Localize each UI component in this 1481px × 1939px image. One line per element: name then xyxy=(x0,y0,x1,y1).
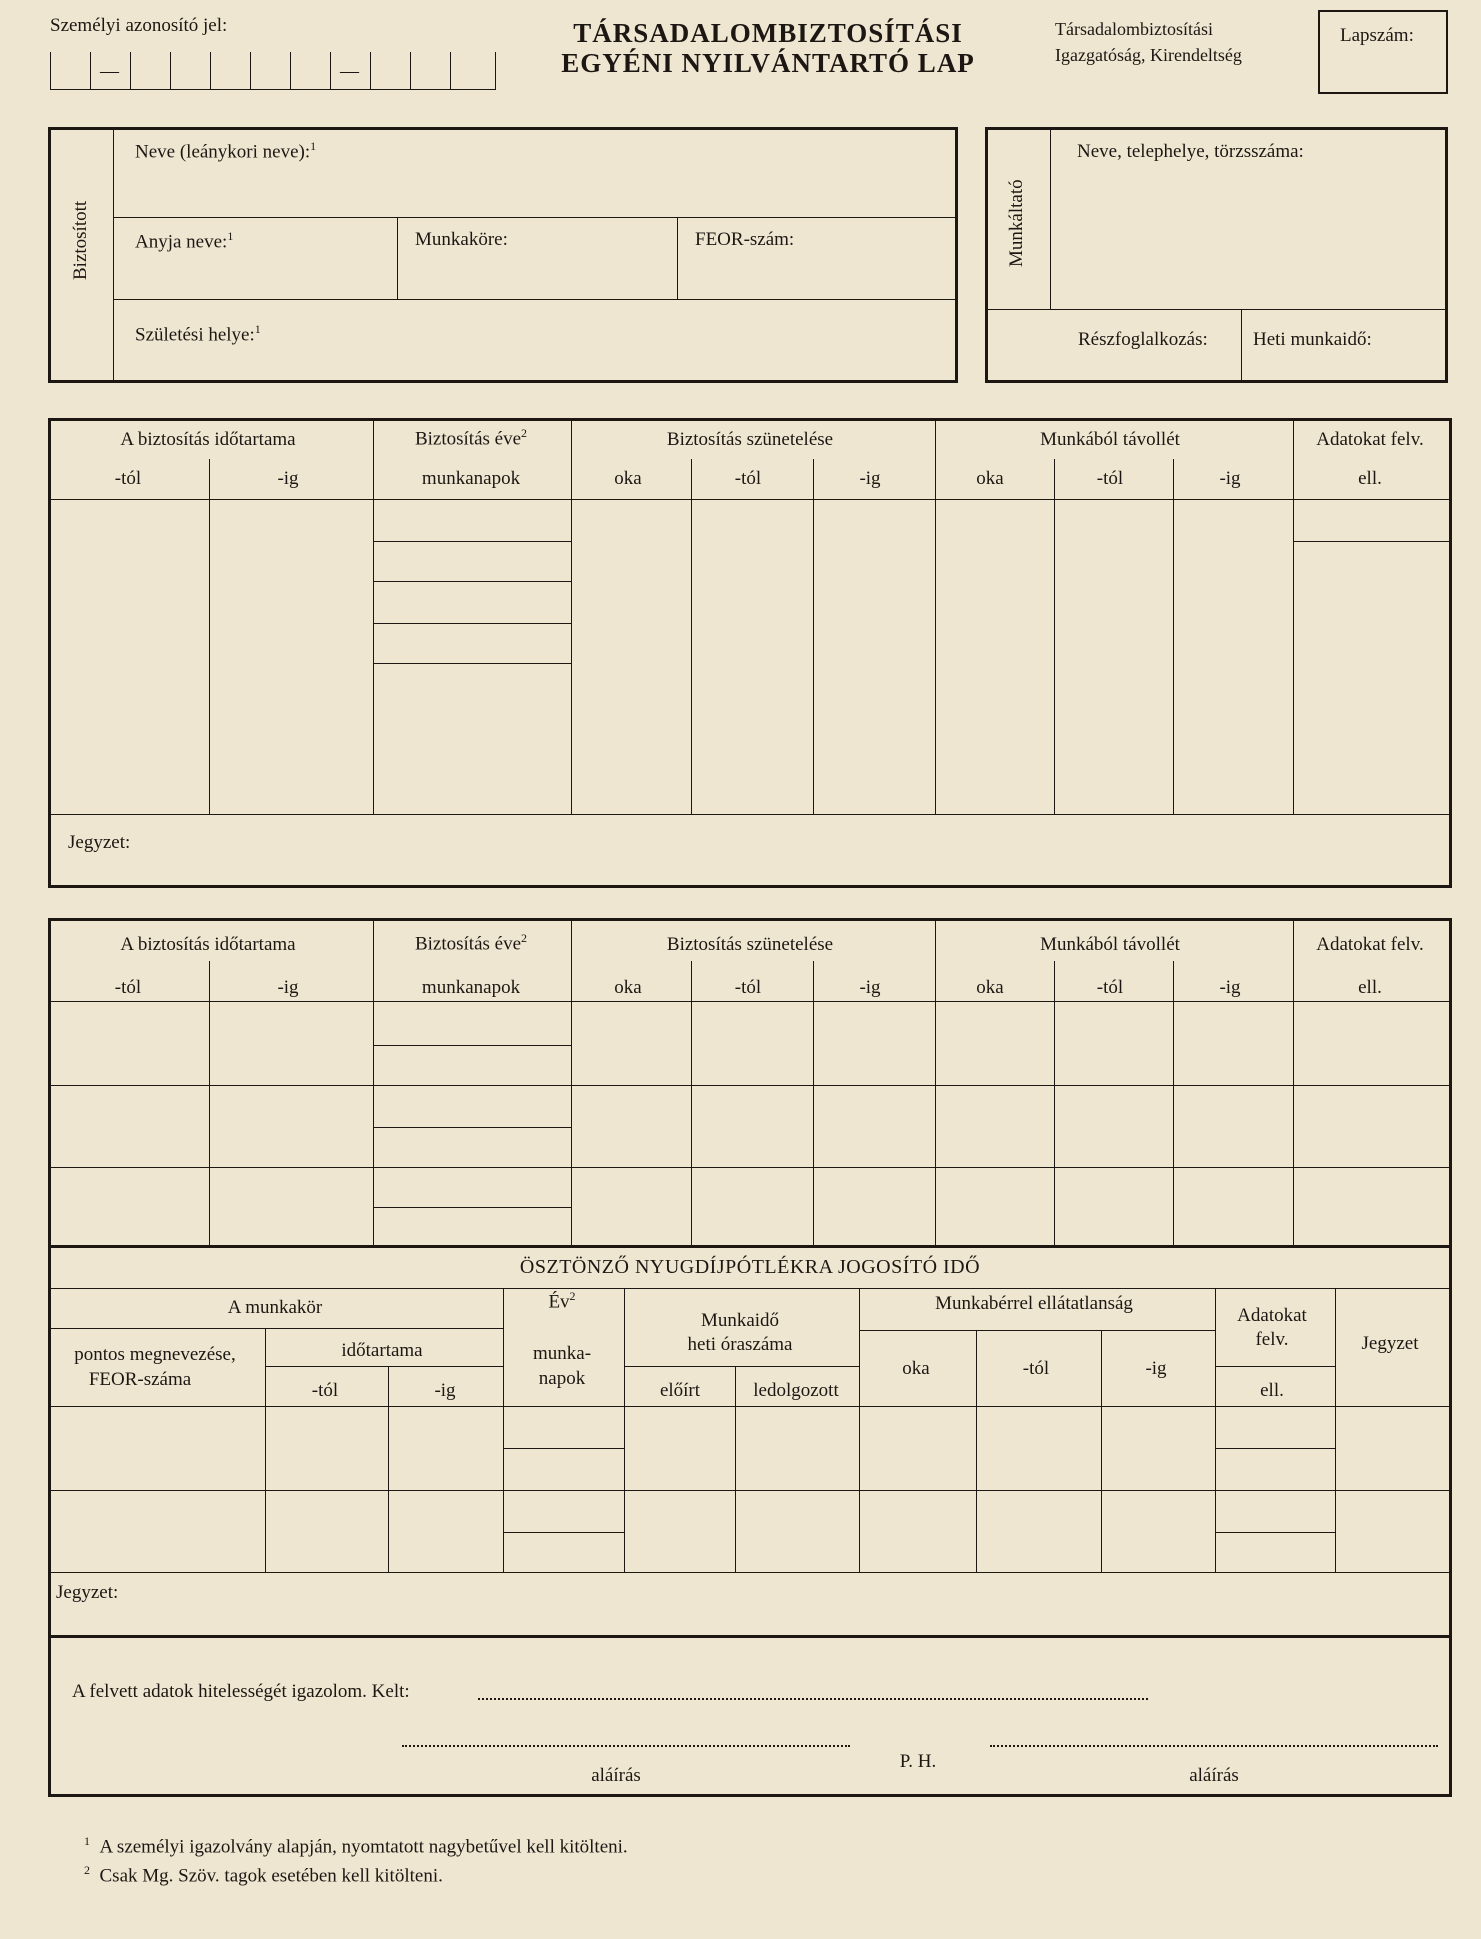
name-field[interactable] xyxy=(135,170,939,202)
mother-name-label: Anyja neve:$^1$ xyxy=(135,229,234,253)
t1-absence-header: Munkából távollét xyxy=(1040,429,1180,450)
mother-name-field[interactable] xyxy=(135,258,389,288)
pension-workdays-2: napok xyxy=(538,1368,586,1389)
pension-job-header: A munkakör xyxy=(227,1297,323,1318)
t2-susp-from: -tól xyxy=(734,977,762,998)
t1-susp-to: -ig xyxy=(859,468,881,489)
pension-data-1: Adatokat xyxy=(1237,1305,1307,1326)
org-line2: Igazgatóság, Kirendeltség xyxy=(1055,45,1242,65)
form-title-line1: TÁRSADALOMBIZTOSÍTÁSI xyxy=(573,18,963,48)
insured-section-label: Biztosított xyxy=(70,200,91,280)
t1-susp-reason: oka xyxy=(614,468,642,489)
id-dash: — xyxy=(100,61,119,82)
t1-workdays: munkanapok xyxy=(421,468,521,489)
t2-to: -ig xyxy=(277,977,299,998)
page-number-box[interactable] xyxy=(1318,10,1448,94)
id-label: Személyi azonosító jel: xyxy=(50,15,228,36)
pension-reason: oka xyxy=(902,1358,930,1379)
pension-worked: ledolgozott xyxy=(753,1380,839,1401)
pension-unsupplied: Munkabérrel ellátatlanság xyxy=(935,1293,1133,1314)
name-label: Neve (leánykori neve):$^1$ xyxy=(135,139,317,163)
feor-field[interactable] xyxy=(695,258,949,288)
job-label: Munkaköre: xyxy=(415,229,508,250)
t2-abs-to: -ig xyxy=(1219,977,1241,998)
org-line1: Társadalombiztosítási xyxy=(1055,19,1213,39)
t1-checked: ell. xyxy=(1358,468,1382,489)
footnote-2: $^2$ Csak Mg. Szöv. tagok esetében kell kitölteni. xyxy=(84,1863,443,1887)
t2-workdays: munkanapok xyxy=(421,977,521,998)
t1-abs-from: -tól xyxy=(1096,468,1124,489)
employer-section-label: Munkáltató xyxy=(1006,179,1027,267)
attest-statement: A felvett adatok hitelességét igazolom. Kelt: xyxy=(72,1681,410,1702)
pension-unsup-to: -ig xyxy=(1145,1358,1167,1379)
t1-year-header: Biztosítás éve$^2$ xyxy=(414,426,528,450)
signature-label-2: aláírás xyxy=(1189,1765,1239,1786)
pension-year: $Év^2$ xyxy=(548,1289,576,1313)
stamp-label: P. H. xyxy=(899,1751,937,1772)
t2-suspension-header: Biztosítás szünetelése xyxy=(666,934,834,955)
birthplace-field[interactable] xyxy=(320,318,944,350)
t1-from: -tól xyxy=(114,468,142,489)
pension-workdays-1: munka- xyxy=(532,1343,592,1364)
signature-line-2[interactable] xyxy=(990,1745,1438,1747)
pension-unsup-from: -tól xyxy=(1022,1358,1050,1379)
pension-to: -ig xyxy=(434,1380,456,1401)
page-number-label: Lapszám: xyxy=(1340,25,1414,46)
insurance-table-2 xyxy=(48,918,1452,1248)
t2-checked: ell. xyxy=(1358,977,1382,998)
signature-label-1: aláírás xyxy=(591,1765,641,1786)
form-title-line2: EGYÉNI NYILVÁNTARTÓ LAP xyxy=(561,48,975,78)
t2-year-header: Biztosítás éve$^2$ xyxy=(414,931,528,955)
t2-susp-reason: oka xyxy=(614,977,642,998)
job-field[interactable] xyxy=(415,258,679,288)
pension-note-header: Jegyzet xyxy=(1361,1333,1419,1354)
t1-note-field[interactable] xyxy=(160,826,1444,858)
pension-from: -tól xyxy=(311,1380,339,1401)
id-dash: — xyxy=(340,61,359,82)
t1-to: -ig xyxy=(277,468,299,489)
pension-hours-1: Munkaidő xyxy=(700,1310,780,1331)
t1-abs-reason: oka xyxy=(976,468,1004,489)
pension-checked: ell. xyxy=(1260,1380,1284,1401)
pension-job-feor: FEOR-száma xyxy=(88,1369,192,1390)
t2-abs-reason: oka xyxy=(976,977,1004,998)
pension-note-label: Jegyzet: xyxy=(56,1582,119,1603)
pension-prescribed: előírt xyxy=(659,1380,701,1401)
feor-label: FEOR-szám: xyxy=(695,229,795,250)
t2-absence-header: Munkából távollét xyxy=(1040,934,1180,955)
weekly-hours-label: Heti munkaidő: xyxy=(1253,329,1372,350)
t1-note-label: Jegyzet: xyxy=(68,832,131,853)
personal-id-field[interactable] xyxy=(50,52,496,90)
pension-hours-2: heti óraszáma xyxy=(687,1334,793,1355)
t2-data-header: Adatokat felv. xyxy=(1316,934,1424,955)
pension-note-field[interactable] xyxy=(150,1576,1434,1608)
t2-duration-header: A biztosítás időtartama xyxy=(120,934,296,955)
t2-from: -tól xyxy=(114,977,142,998)
pension-period: időtartama xyxy=(341,1340,423,1361)
date-line[interactable] xyxy=(478,1698,1148,1700)
part-time-label: Részfoglalkozás: xyxy=(1078,329,1208,350)
footnote-1: $^1$ A személyi igazolvány alapján, nyomtatott nagybetűvel kell kitölteni. xyxy=(84,1834,628,1858)
pension-data-2: felv. xyxy=(1255,1329,1289,1350)
t2-abs-from: -tól xyxy=(1096,977,1124,998)
employer-name-label: Neve, telephelye, törzsszáma: xyxy=(1077,141,1304,162)
t1-data-header: Adatokat felv. xyxy=(1316,429,1424,450)
birthplace-label: Születési helye:$^1$ xyxy=(135,322,261,346)
employer-name-field[interactable] xyxy=(1060,172,1444,304)
t1-duration-header: A biztosítás időtartama xyxy=(120,429,296,450)
pension-title: ÖSZTÖNZŐ NYUGDÍJPÓTLÉKRA JOGOSÍTÓ IDŐ xyxy=(519,1256,981,1278)
t2-susp-to: -ig xyxy=(859,977,881,998)
signature-line-1[interactable] xyxy=(402,1745,850,1747)
t1-abs-to: -ig xyxy=(1219,468,1241,489)
pension-job-name: pontos megnevezése, xyxy=(74,1344,236,1365)
t1-susp-from: -tól xyxy=(734,468,762,489)
t1-suspension-header: Biztosítás szünetelése xyxy=(666,429,834,450)
